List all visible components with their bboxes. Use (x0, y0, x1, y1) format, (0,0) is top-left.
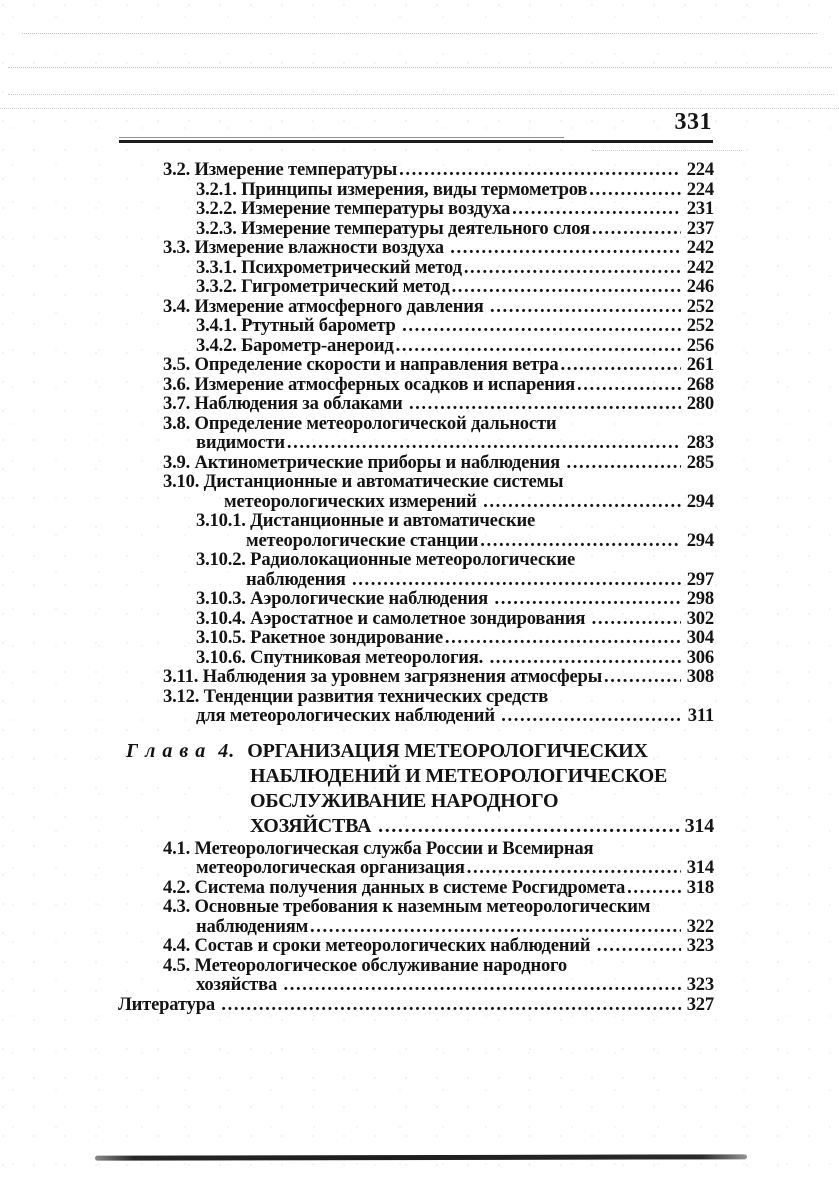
dot-leader (577, 375, 681, 395)
chapter-heading-line (118, 739, 714, 764)
toc-row (118, 219, 714, 239)
toc-page-number: 306 (686, 646, 714, 668)
toc-entry-text: 4.5. Метеорологическое обслуживание народного (163, 954, 567, 976)
dot-leader (490, 648, 681, 668)
scan-noise-line (592, 150, 742, 151)
toc-continuation-line (118, 433, 714, 453)
dot-leader (592, 219, 681, 239)
toc-entry-text: 3.12. Тенденции развития технических средств (163, 685, 549, 707)
toc-entry-text: 3.10.5. Ракетное зондирование (196, 627, 443, 648)
toc-entry-text: 3.10.6. Спутниковая метеорология. (196, 646, 488, 668)
toc-row (118, 414, 714, 434)
toc-entry-text: 3.10.2. Радиолокационные метеорологические (196, 549, 576, 570)
toc-row (118, 609, 714, 629)
toc-page-number: 280 (686, 393, 714, 414)
toc-continuation-line (118, 570, 714, 590)
toc-continuation-line (118, 531, 714, 551)
toc-row (118, 472, 714, 492)
dot-leader (221, 995, 681, 1015)
toc-page-number: 231 (686, 198, 714, 219)
toc-entry-text: хозяйства (196, 974, 282, 995)
toc-row (118, 667, 714, 687)
toc-continuation-line (118, 706, 714, 726)
toc-entry-text: 4.1. Метеорологическая служба России и Всемирная (163, 837, 594, 859)
toc-page-number: 261 (686, 354, 714, 375)
dot-leader (490, 297, 681, 317)
dot-leader (561, 355, 681, 375)
toc-row (118, 936, 714, 956)
scan-noise-line (8, 67, 832, 68)
dot-leader (512, 199, 681, 219)
dot-leader (352, 570, 681, 590)
toc-row (118, 336, 714, 356)
toc-page-number: 294 (686, 490, 714, 512)
dot-leader (450, 238, 681, 258)
dot-leader (399, 160, 681, 180)
toc-entry-text: 3.5. Определение скорости и направления ветра (163, 354, 559, 375)
toc-continuation-line (118, 858, 714, 878)
toc-entry-text: 3.8. Определение метеорологической дальности (163, 412, 557, 434)
toc-entry-text: 3.6. Измерение атмосферных осадков и испарения (163, 373, 576, 395)
toc-entry-text: 3.9. Актинометрические приборы и наблюдения (163, 451, 565, 473)
toc-entry-text: 3.4. Измерение атмосферного давления (163, 295, 489, 317)
dot-leader (287, 433, 681, 453)
toc-page-number: 252 (686, 295, 714, 317)
dot-leader (483, 492, 681, 512)
toc-row (118, 839, 714, 859)
toc-row (118, 238, 714, 258)
toc-entry-text: 3.11. Наблюдения за уровнем загрязнения атмосферы (163, 666, 603, 687)
toc-row (118, 258, 714, 278)
toc-row (118, 511, 714, 531)
dot-leader (566, 453, 681, 473)
dot-leader (378, 814, 681, 839)
toc-page-number: 246 (686, 276, 714, 297)
dot-leader (597, 936, 681, 956)
toc-row (118, 355, 714, 375)
dot-leader (452, 277, 681, 297)
dot-leader (604, 667, 681, 687)
toc-entry-text: метеорологические станции (246, 529, 479, 551)
toc-row (118, 277, 714, 297)
scan-noise-line (22, 33, 817, 34)
toc-page-number: 297 (686, 568, 714, 590)
toc-row (118, 648, 714, 668)
toc-entry-text: 3.4.2. Барометр-анероид (196, 334, 394, 356)
dot-leader (627, 878, 681, 898)
toc-entry-text: 3.2. Измерение температуры (163, 159, 398, 180)
dot-leader (592, 609, 681, 629)
toc-entry-text: ХОЗЯЙСТВА (250, 814, 377, 837)
toc-row (118, 628, 714, 648)
toc-row (118, 878, 714, 898)
toc-page-number: 302 (686, 607, 714, 629)
toc-entry-text: 3.3.1. Психрометрический метод (196, 256, 462, 278)
toc-page-number: 323 (686, 935, 714, 956)
toc-entry-text: для метеорологических наблюдений (196, 705, 500, 726)
toc-row (118, 956, 714, 976)
toc-page-number: 311 (687, 705, 714, 726)
toc-page-number: 327 (686, 993, 714, 1015)
toc-entry-text: ОБСЛУЖИВАНИЕ НАРОДНОГО (250, 789, 559, 812)
toc-entry-text: 3.2.1. Принципы измерения, виды термометров (196, 178, 588, 200)
toc-entry-text: видимости (196, 432, 285, 453)
toc-row (118, 316, 714, 336)
toc-page-number: 256 (686, 334, 714, 356)
toc-page-number: 298 (686, 588, 714, 609)
dot-leader (310, 917, 681, 937)
toc-page-number: 268 (686, 373, 714, 395)
toc-row (118, 687, 714, 707)
toc-row (118, 180, 714, 200)
dot-leader (494, 589, 681, 609)
dot-leader (396, 336, 681, 356)
toc-row (118, 394, 714, 414)
page-number-header: 331 (674, 109, 712, 135)
dot-leader (464, 258, 681, 278)
header-rule (119, 140, 713, 143)
toc-page-number: 224 (686, 178, 714, 200)
scan-noise-line (8, 94, 834, 95)
toc-entry-text: 4.3. Основные требования к наземным метеорологическим (163, 896, 651, 917)
toc-entry-text: 3.2.2. Измерение температуры воздуха (196, 198, 511, 219)
toc-entry-text: метеорологическая организация (196, 857, 465, 878)
toc-row (118, 297, 714, 317)
toc-continuation-line (118, 917, 714, 937)
toc-page-number: 304 (686, 627, 714, 648)
toc-page-number: 294 (686, 529, 714, 551)
toc-row (118, 550, 714, 570)
toc-entry-text: 3.3.2. Гигрометрический метод (196, 276, 450, 297)
toc-entry-text: 3.3. Измерение влажности воздуха (163, 237, 449, 258)
toc-entry-text: НАБЛЮДЕНИЙ И МЕТЕОРОЛОГИЧЕСКОЕ (250, 764, 668, 787)
toc-page-number: 314 (686, 857, 714, 878)
toc-entry-text: наблюдения (246, 568, 351, 590)
toc-row (118, 897, 714, 917)
toc-entry-text: 3.10. Дистанционные и автоматические системы (163, 471, 564, 492)
toc-page-number: 323 (686, 974, 714, 995)
dot-leader (402, 316, 681, 336)
table-of-contents (118, 160, 714, 1014)
header-rule-shadow (119, 137, 564, 138)
dot-leader (501, 706, 681, 726)
dot-leader (284, 975, 681, 995)
toc-page-number: 242 (686, 237, 714, 258)
chapter-label: Г л а в а 4. (126, 739, 236, 762)
toc-entry-text: 3.4.1. Ртутный барометр (196, 315, 401, 336)
toc-page-number: 242 (686, 256, 714, 278)
toc-page-number: 318 (686, 876, 714, 898)
toc-page-number: 237 (686, 217, 714, 239)
toc-continuation-line (118, 492, 714, 512)
toc-page-number: 322 (686, 915, 714, 937)
chapter-heading-line (118, 789, 714, 814)
chapter-heading-line (118, 764, 714, 789)
dot-leader (409, 394, 681, 414)
scan-artifact-bar (95, 1154, 747, 1160)
toc-row (118, 160, 714, 180)
dot-leader (445, 628, 681, 648)
toc-entry-text: 3.10.3. Аэрологические наблюдения (196, 588, 493, 609)
toc-page-number: 224 (686, 159, 714, 180)
toc-entry-text: 3.2.3. Измерение температуры деятельного слоя (196, 217, 590, 239)
toc-continuation-line (118, 975, 714, 995)
toc-row (118, 995, 714, 1015)
toc-page-number: 285 (686, 451, 714, 473)
toc-page-number: 252 (686, 315, 714, 336)
chapter-heading-line (118, 814, 714, 839)
dot-leader (467, 858, 681, 878)
toc-entry-text: 3.10.4. Аэростатное и самолетное зондирования (196, 607, 590, 629)
toc-entry-text: наблюдениям (196, 915, 309, 937)
toc-entry-text: Литература (118, 993, 220, 1015)
toc-row (118, 589, 714, 609)
dot-leader (589, 180, 681, 200)
toc-entry-text: 3.7. Наблюдения за облаками (163, 393, 407, 414)
toc-page-number: 314 (684, 814, 714, 837)
toc-entry-text: ОРГАНИЗАЦИЯ МЕТЕОРОЛОГИЧЕСКИХ (247, 739, 648, 762)
toc-entry-text: 4.2. Система получения данных в системе Росгидромета (163, 876, 626, 898)
toc-row (118, 453, 714, 473)
toc-row (118, 199, 714, 219)
toc-page-number: 283 (686, 432, 714, 453)
toc-entry-text: 3.10.1. Дистанционные и автоматические (196, 510, 536, 531)
toc-page-number: 308 (686, 666, 714, 687)
toc-entry-text: метеорологических измерений (224, 490, 482, 512)
toc-row (118, 375, 714, 395)
dot-leader (480, 531, 681, 551)
toc-entry-text: 4.4. Состав и сроки метеорологических наблюдений (163, 935, 595, 956)
